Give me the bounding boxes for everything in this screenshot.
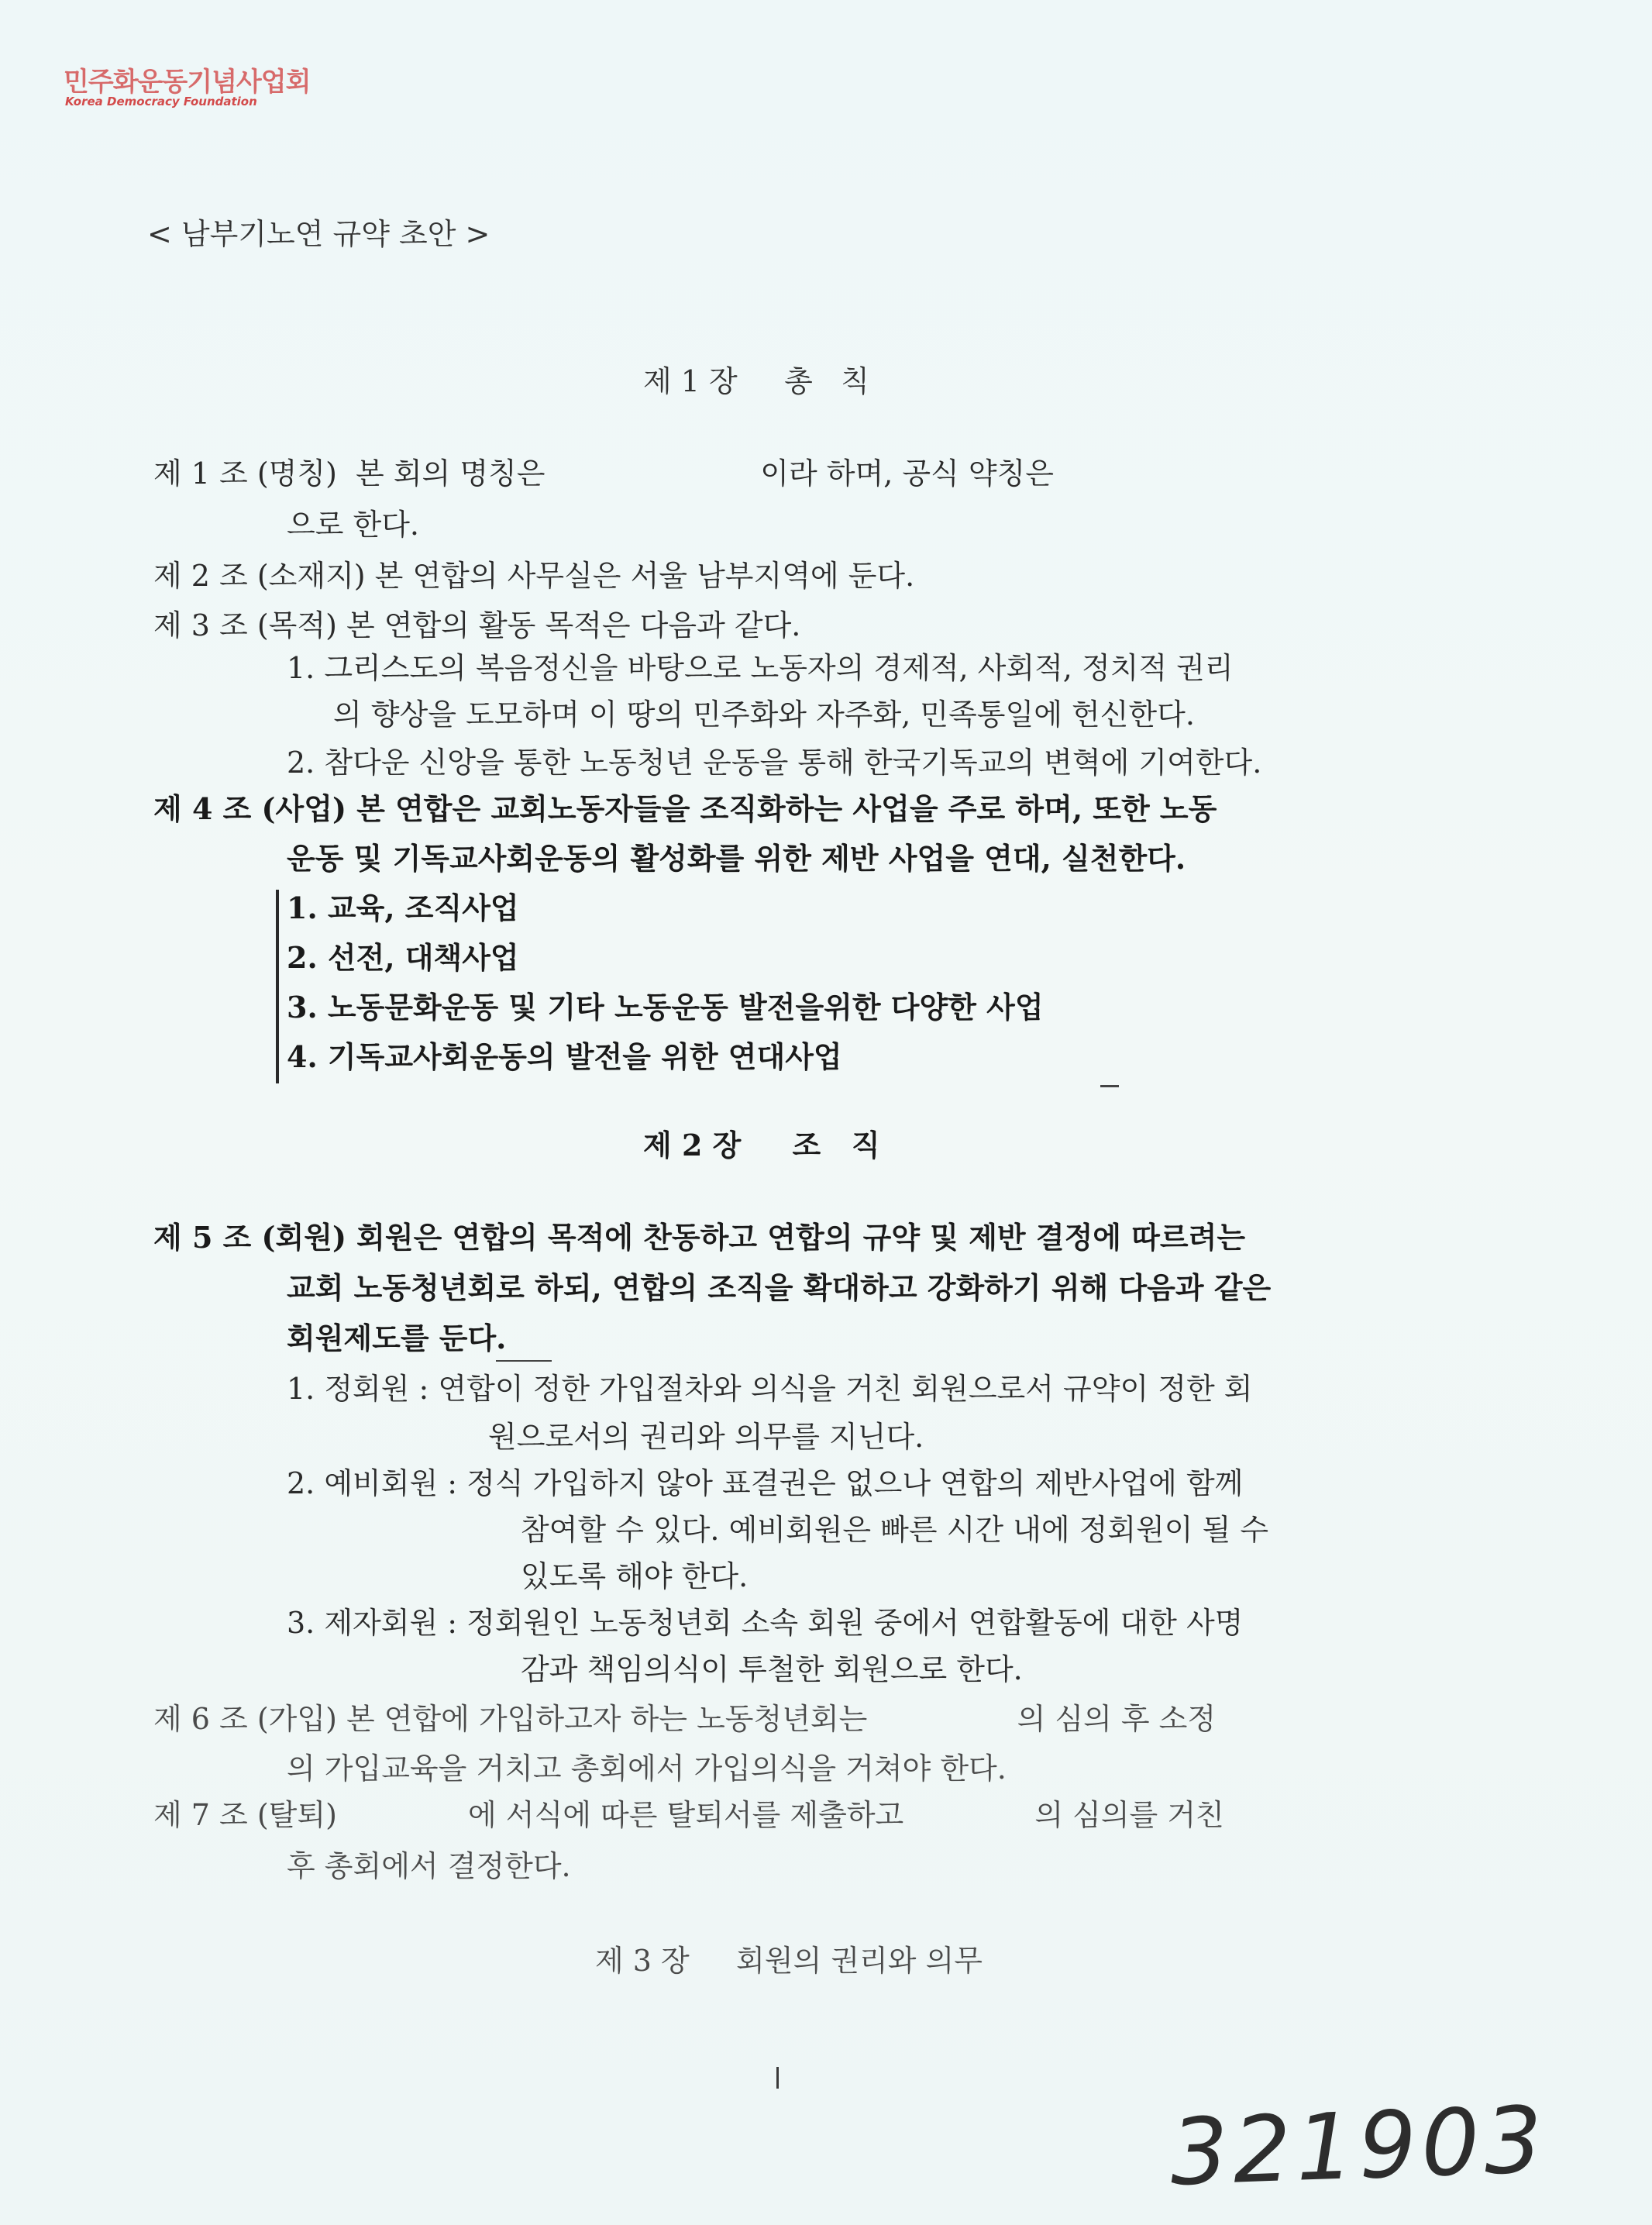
chapter3-heading: 제 3 장 회원의 권리와 의무 xyxy=(595,1944,983,1978)
list-bracket xyxy=(276,890,279,1083)
chapter1-heading: 제 1 장 총 칙 xyxy=(643,364,869,398)
article4-item: 2. 선전, 대책사업 xyxy=(287,940,519,975)
page-number-mark xyxy=(776,2067,779,2089)
chapter2-heading: 제 2 장 조 직 xyxy=(643,1128,880,1162)
article3-item2: 2. 참다운 신앙을 통한 노동청년 운동을 통해 한국기독교의 변혁에 기여한다. xyxy=(287,746,1262,780)
document-title: < 남부기노연 규약 초안 > xyxy=(147,217,490,251)
underline-mark xyxy=(496,1360,552,1362)
article4-line1: 제 4 조 (사업) 본 연합은 교회노동자들을 조직화하는 사업을 주로 하며, 또한 노동 xyxy=(153,791,1217,826)
logo-english-text: Korea Democracy Foundation xyxy=(65,95,257,108)
article5-line1: 제 5 조 (회원) 회원은 연합의 목적에 찬동하고 연합의 규약 및 제반 결정에 따르려는 xyxy=(153,1220,1246,1255)
article5-item2-line1: 2. 예비회원 : 정식 가입하지 않아 표결권은 없으나 연합의 제반사업에 함께 xyxy=(287,1466,1244,1500)
article7-line1: 제 7 조 (탈퇴) 에 서식에 따른 탈퇴서를 제출하고 의 심의를 거친 xyxy=(153,1798,1224,1832)
article4-line2: 운동 및 기독교사회운동의 활성화를 위한 제반 사업을 연대, 실천한다. xyxy=(287,841,1186,876)
article4-item: 1. 교육, 조직사업 xyxy=(287,890,519,925)
article4-item: 4. 기독교사회운동의 발전을 위한 연대사업 xyxy=(287,1039,842,1074)
article5-item1-line1: 1. 정회원 : 연합이 정한 가입절차와 의식을 거친 회원으로서 규약이 정한 회 xyxy=(287,1372,1253,1406)
article1-line1: 제 1 조 (명칭) 본 회의 명칭은 이라 하며, 공식 약칭은 xyxy=(153,456,1054,491)
stray-mark xyxy=(1100,1085,1119,1087)
article5-item3-line1: 3. 제자회원 : 정회원인 노동청년회 소속 회원 중에서 연합활동에 대한 사명 xyxy=(287,1606,1244,1640)
article5-item1-line2: 원으로서의 권리와 의무를 지닌다. xyxy=(488,1420,924,1454)
article4-item: 3. 노동문화운동 및 기타 노동운동 발전을위한 다양한 사업 xyxy=(287,990,1044,1025)
article5-item2-line2: 참여할 수 있다. 예비회원은 빠른 시간 내에 정회원이 될 수 xyxy=(521,1513,1269,1547)
article5-line3: 회원제도를 둔다. xyxy=(287,1321,507,1355)
foundation-logo xyxy=(64,60,319,115)
article5-item3-line2: 감과 책임의식이 투철한 회원으로 한다. xyxy=(521,1652,1023,1686)
article3: 제 3 조 (목적) 본 연합의 활동 목적은 다음과 같다. xyxy=(153,608,801,642)
article5-item2-line3: 있도록 해야 한다. xyxy=(521,1559,749,1593)
article6-line1: 제 6 조 (가입) 본 연합에 가입하고자 하는 노동청년회는 의 심의 후 소정 xyxy=(153,1702,1217,1736)
article3-item1-line1: 1. 그리스도의 복음정신을 바탕으로 노동자의 경제적, 사회적, 정치적 권리 xyxy=(287,651,1234,685)
article3-item1-line2: 의 향상을 도모하며 이 땅의 민주화와 자주화, 민족통일에 헌신한다. xyxy=(333,697,1195,732)
article5-line2: 교회 노동청년회로 하되, 연합의 조직을 확대하고 강화하기 위해 다음과 같은 xyxy=(287,1270,1272,1305)
handwritten-catalog-number: 321903 xyxy=(1168,2086,1549,2206)
article6-line2: 의 가입교육을 거치고 총회에서 가입의식을 거쳐야 한다. xyxy=(287,1751,1007,1786)
article7-line2: 후 총회에서 결정한다. xyxy=(287,1849,571,1883)
article2: 제 2 조 (소재지) 본 연합의 사무실은 서울 남부지역에 둔다. xyxy=(153,559,915,593)
logo-korean-text: 민주화운동기념사업회 xyxy=(64,67,311,98)
article1-line2: 으로 한다. xyxy=(287,508,419,542)
